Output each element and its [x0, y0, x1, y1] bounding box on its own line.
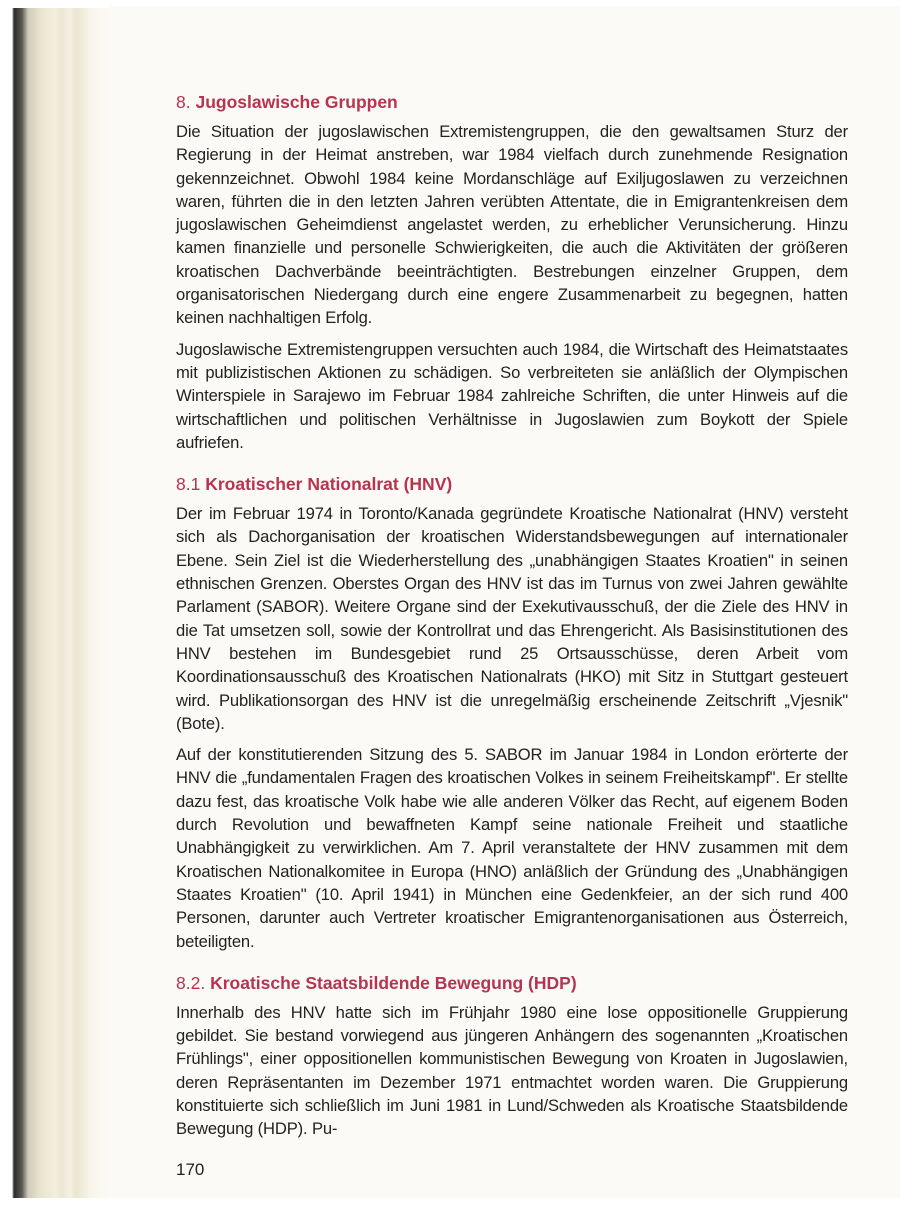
- paragraph: Innerhalb des HNV hatte sich im Frühjahr 1980 eine lose oppositionelle Gruppierung gebildet. Sie bestand vorwiegend aus jüngeren Anhängern des sogenannten „Kroatischen Frühlings", einer oppositionellen kommunistischen Bewegung von Kroaten in Jugoslawien, deren Repräsentanten im Dezember 1971 entmachtet worden waren. Die Gruppierung konstituierte sich schließlich im Juni 1981 in Lund/Schweden als Kroatische Staatsbildende Bewegung (HDP). Pu-: [176, 1002, 848, 1139]
- section-8-1: [176, 472, 848, 953]
- scan-bottom-edge: [0, 1198, 900, 1214]
- section-heading: [176, 472, 848, 496]
- section-8-2: [176, 971, 848, 1141]
- section-number: 8.1: [176, 474, 201, 495]
- paragraph: Auf der konstitutierenden Sitzung des 5. SABOR im Januar 1984 in London erörterte der HNV die „fundamentalen Fragen des kroatischen Volkes in seinem Freiheitskampf". Er stellte dazu fest, das kroatische Volk habe wie alle anderen Völker das Recht, auf eigenem Boden durch Revolution und bewaffneten Kampf seine nationale Freiheit und staatliche Unabhängigkeit zu verwirklichen. Am 7. April veranstaltete der HNV zusammen mit dem Kroatischen Nationalkomitee in Europa (HNO) anläßlich der Gründung des „Unabhängigen Staates Kroatien" (10. April 1941) in München eine Gedenkfeier, an der sich rund 400 Personen, darunter auch Vertreter kroatischer Emigrantenorganisationen aus Österreich, beteiligten.: [176, 745, 848, 951]
- page-number: 170: [176, 1160, 205, 1179]
- section-title: Jugoslawische Gruppen: [195, 92, 398, 112]
- paragraph: Die Situation der jugoslawischen Extremistengruppen, die den gewaltsamen Sturz der Regierung in der Heimat anstreben, war 1984 vielfach durch zunehmende Resignation gekennzeichnet. Obwohl 1984 keine Mordanschläge auf Exiljugoslawen zu verzeichnen waren, führten die in den letzten Jahren verübten Attentate, die in Emigrantenkreisen dem jugoslawischen Geheimdienst angelastet werden, zu erheblicher Verunsicherung. Hinzu kamen finanzielle und personelle Schwierigkeiten, die auch die Aktivitäten der größeren kroatischen Dachverbände beeinträchtigten. Bestrebungen einzelner Gruppen, dem organisatorischen Niedergang durch eine engere Zusammenarbeit zu begegnen, hatten keinen nachhaltigen Erfolg.: [176, 122, 848, 328]
- section-number: 8.: [176, 92, 191, 112]
- book-binding-edge: [0, 0, 110, 1214]
- paragraph: Jugoslawische Extremistengruppen versuchten auch 1984, die Wirtschaft des Heimatstaates mit publizistischen Aktionen zu schädigen. So verbreiteten sie anläßlich der Olympischen Winterspiele in Sarajewo im Februar 1984 zahlreiche Schriften, die unter Hinweis auf die wirtschaftlichen und politischen Verhältnisse in Jugoslawien zum Boykott der Spiele aufriefen.: [176, 339, 848, 452]
- section-title: Kroatische Staatsbildende Bewegung (HDP): [210, 972, 577, 993]
- section-title: Kroatischer Nationalrat (HNV): [205, 474, 453, 495]
- book-page: [176, 90, 848, 1159]
- scan-top-edge: [0, 0, 900, 6]
- section-heading: [176, 90, 848, 114]
- paragraph: Der im Februar 1974 in Toronto/Kanada gegründete Kroatische Nationalrat (HNV) versteht sich als Dachorganisation der kroatischen Widerstandsbewegungen auf internationaler Ebene. Sein Ziel ist die Wiederherstellung des „unabhängigen Staates Kroatien" in seinen ethnischen Grenzen. Oberstes Organ des HNV ist das im Turnus von zwei Jahren gewählte Parlament (SABOR). Weitere Organe sind der Exekutivausschuß, der die Ziele des HNV in die Tat umsetzen soll, sowie der Kontrollrat und das Ehrengericht. Als Basisinstitutionen des HNV bestehen im Bundesgebiet rund 25 Ortsausschüsse, deren Arbeit vom Koordinationsausschuß des Kroatischen Nationalrats (HKO) mit Sitz in Stuttgart gesteuert wird. Publikationsorgan des HNV ist die unregelmäßig erscheinende Zeitschrift „Vjesnik" (Bote).: [176, 504, 848, 733]
- section-8: [176, 90, 848, 454]
- section-heading: [176, 971, 848, 995]
- section-number: 8.2.: [176, 972, 206, 993]
